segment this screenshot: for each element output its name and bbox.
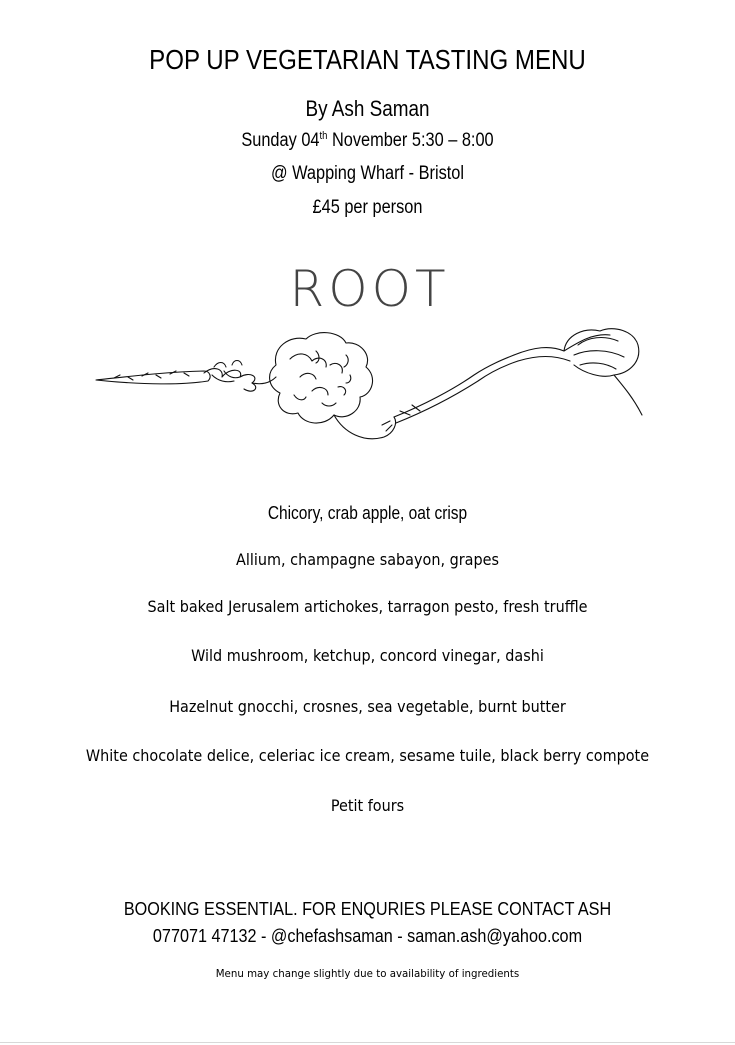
course-4: Wild mushroom, ketchup, concord vinegar, dashi xyxy=(191,646,544,665)
course-5: Hazelnut gnocchi, crosnes, sea vegetable, burnt butter xyxy=(169,697,566,716)
page-title: POP UP VEGETARIAN TASTING MENU xyxy=(149,44,586,75)
course-7: Petit fours xyxy=(330,796,405,815)
event-venue: @ Wapping Wharf - Bristol xyxy=(270,163,465,184)
contact-details: 077071 47132 - @chefashsaman - saman.ash@yahoo.com xyxy=(152,926,583,946)
page-bottom-divider xyxy=(0,1042,735,1043)
event-date xyxy=(51,130,683,152)
course-6: White chocolate delice, celeriac ice cream, sesame tuile, black berry compote xyxy=(85,746,650,765)
chef-name: By Ash Saman xyxy=(305,96,430,121)
course-1: Chicory, crab apple, oat crisp xyxy=(267,503,468,523)
event-date-time: November 5:30 – 8:00 xyxy=(327,130,494,151)
vegetable-line-drawing-icon xyxy=(94,325,644,450)
event-date-ordinal: th xyxy=(319,130,328,142)
availability-note: Menu may change slightly due to availability of ingredients xyxy=(215,967,520,980)
event-date-day: Sunday 04 xyxy=(241,130,320,151)
event-price: £45 per person xyxy=(312,197,423,218)
course-3: Salt baked Jerusalem artichokes, tarragon pesto, fresh truffle xyxy=(147,597,588,616)
root-logo: ROOT xyxy=(289,260,450,318)
booking-notice: BOOKING ESSENTIAL. FOR ENQURIES PLEASE CONTACT ASH xyxy=(123,899,612,919)
course-2: Allium, champagne sabayon, grapes xyxy=(235,550,500,569)
